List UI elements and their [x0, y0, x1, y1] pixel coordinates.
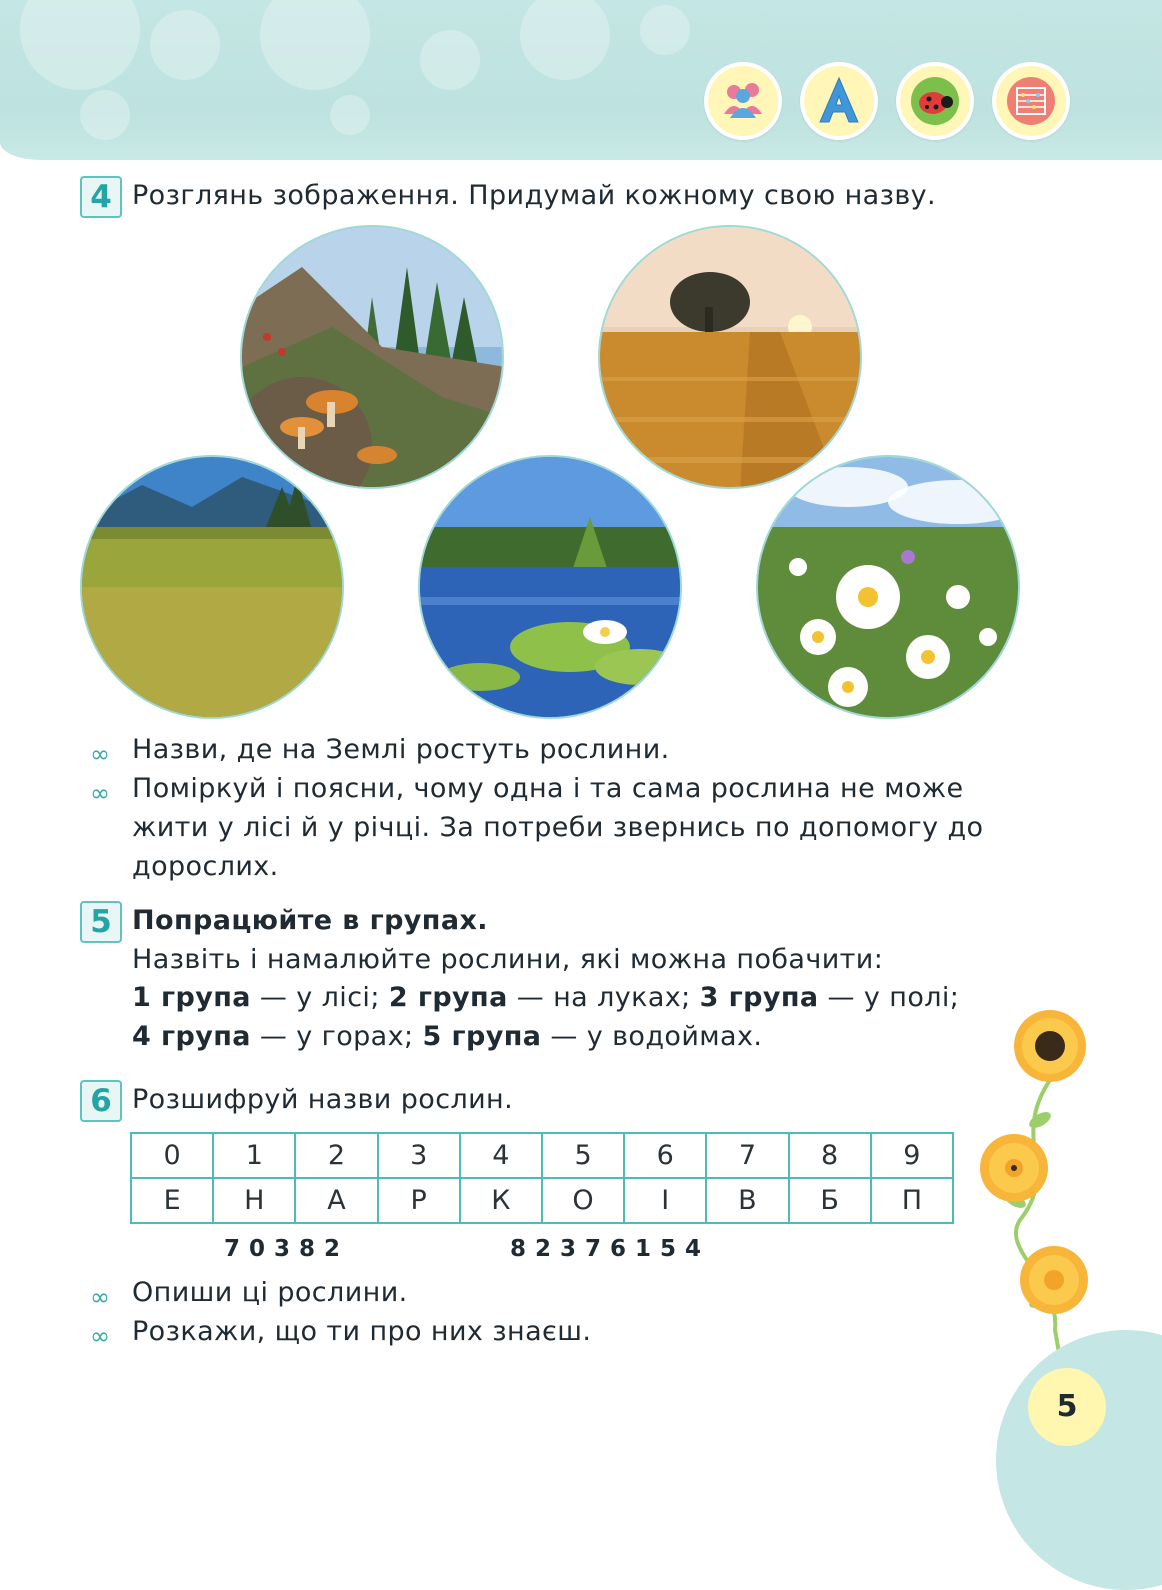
- letter-cell: Б: [789, 1178, 871, 1223]
- task-4-bullet-2-line-1: Поміркуй і поясни, чому одна і та сама рослина не може: [132, 773, 964, 804]
- bullet-icon: ∞: [90, 740, 110, 768]
- digit-cell: 5: [542, 1133, 624, 1178]
- task-4-bullet-2-line-3: дорослих.: [132, 851, 279, 882]
- task-6-instruction: Розшифруй назви рослин.: [132, 1084, 514, 1115]
- digit-cell: 3: [378, 1133, 460, 1178]
- digit-cell: 2: [295, 1133, 377, 1178]
- task-6-bullet-2: Розкажи, що ти про них знаєш.: [132, 1316, 592, 1347]
- task-6-bullet-1: Опиши ці рослини.: [132, 1277, 408, 1308]
- page-number: 5: [1028, 1368, 1106, 1446]
- cipher-code-2: 82376154: [510, 1236, 711, 1262]
- digit-cell: 7: [706, 1133, 788, 1178]
- digit-cell: 6: [624, 1133, 706, 1178]
- river-water-lily-photo: [418, 455, 682, 719]
- letter-cell: І: [624, 1178, 706, 1223]
- task-4-bullet-1: Назви, де на Землі ростуть рослини.: [132, 734, 670, 765]
- task-number-4: 4: [80, 176, 122, 218]
- group-work-icon: [704, 62, 782, 140]
- task-5-groups-line-2: [132, 1021, 762, 1052]
- digit-cell: 9: [871, 1133, 953, 1178]
- group-3-label: 3 група: [699, 982, 819, 1013]
- group-4-label: 4 група: [132, 1021, 251, 1052]
- bullet-icon: ∞: [90, 1283, 110, 1311]
- abacus-icon: [992, 62, 1070, 140]
- group-2-text: — на луках;: [507, 982, 700, 1013]
- letter-cell: В: [706, 1178, 788, 1223]
- letter-cell: П: [871, 1178, 953, 1223]
- group-4-text: — у горах;: [250, 1021, 423, 1052]
- letter-cell: Н: [213, 1178, 295, 1223]
- cipher-table: [130, 1132, 954, 1224]
- digit-cell: 4: [460, 1133, 542, 1178]
- digit-cell: 8: [789, 1133, 871, 1178]
- group-3-text: — у полі;: [818, 982, 960, 1013]
- letter-cell: Е: [131, 1178, 213, 1223]
- task-4-bullet-2-line-2: жити у лісі й у річці. За потреби звернись по допомогу до: [132, 812, 984, 843]
- bullet-icon: ∞: [90, 1322, 110, 1350]
- letter-cell: К: [460, 1178, 542, 1223]
- letter-cell: Р: [378, 1178, 460, 1223]
- digit-cell: 1: [213, 1133, 295, 1178]
- cipher-letters-row: [131, 1178, 953, 1223]
- chamomile-meadow-photo: [756, 455, 1020, 719]
- task-number-6: 6: [80, 1080, 122, 1122]
- bullet-icon: ∞: [90, 779, 110, 807]
- letter-cell: А: [295, 1178, 377, 1223]
- activity-icons: [704, 62, 1070, 140]
- letter-a-icon: [800, 62, 878, 140]
- forest-mushrooms-photo: [240, 225, 504, 489]
- sunflower-decoration-icon: [970, 1000, 1110, 1380]
- cipher-digits-row: [131, 1133, 953, 1178]
- group-1-label: 1 група: [132, 982, 251, 1013]
- letter-cell: О: [542, 1178, 624, 1223]
- task-5-line-1: Назвіть і намалюйте рослини, які можна побачити:: [132, 944, 884, 975]
- group-5-label: 5 група: [422, 1021, 542, 1052]
- digit-cell: 0: [131, 1133, 213, 1178]
- mountain-meadow-photo: [80, 455, 344, 719]
- group-5-text: — у водоймах.: [541, 1021, 763, 1052]
- group-2-label: 2 група: [388, 982, 508, 1013]
- group-1-text: — у лісі;: [250, 982, 389, 1013]
- cipher-code-1: 70382: [224, 1236, 350, 1262]
- task-5-groups-line-1: [132, 982, 959, 1013]
- task-4-instruction: Розглянь зображення. Придумай кожному свою назву.: [132, 180, 936, 211]
- task-number-5: 5: [80, 901, 122, 943]
- wheat-field-photo: [598, 225, 862, 489]
- task-5-title: Попрацюйте в групах.: [132, 905, 488, 936]
- ladybug-icon: [896, 62, 974, 140]
